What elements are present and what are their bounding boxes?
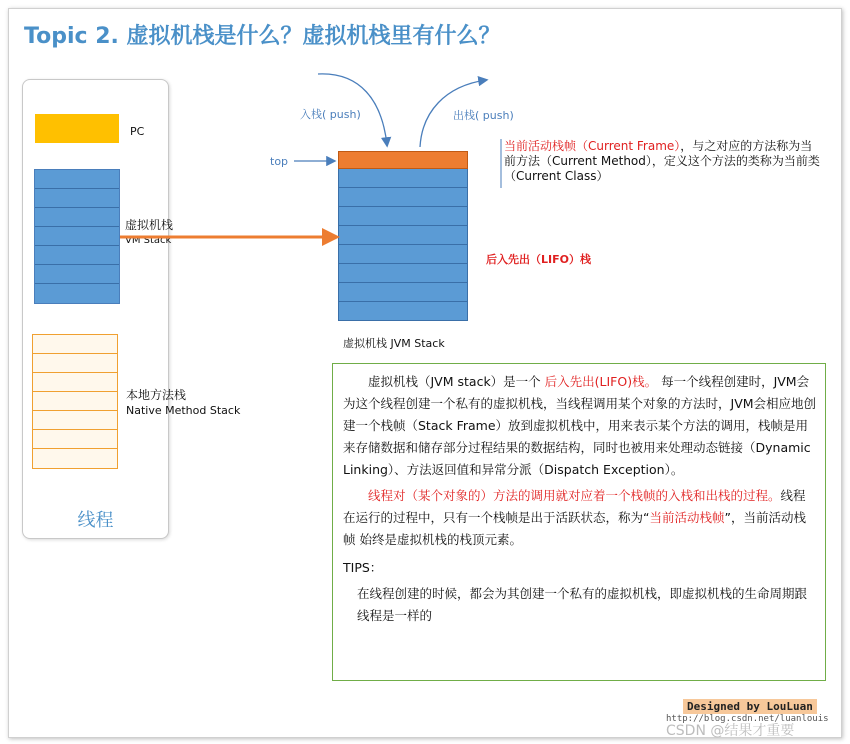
description-paragraph-1: [343, 371, 817, 481]
tips-label: TIPS：: [343, 560, 383, 575]
push-label: 入栈( push): [300, 108, 361, 121]
description-paragraph-2: [343, 485, 817, 551]
desc-p2-c: ”，当前活动栈帧 始终是虚拟机栈的栈顶元素。: [343, 510, 806, 547]
jvm-stack-label: 虚拟机栈 JVM Stack: [343, 337, 445, 350]
thread-label: 线程: [77, 510, 114, 531]
desc-p2-red: 线程对（某个对象的）方法的调用就对应着一个栈帧的入栈和出栈的过程。: [368, 488, 781, 503]
vm-stack-label-cn: 虚拟机栈: [125, 218, 174, 232]
lifo-label: 后入先出（LIFO）栈: [486, 253, 591, 266]
pc-label: PC: [130, 125, 145, 138]
current-frame-rest: ，与之对应的方法称为当前方法（Current Method），定义这个方法的类称为当前类（Current Class）: [504, 139, 820, 183]
page-title: Topic 2. 虚拟机栈是什么？虚拟机栈里有什么？: [24, 24, 501, 49]
footer-url: http://blog.csdn.net/luanlouis: [666, 714, 829, 724]
current-frame-note: [504, 139, 824, 184]
description-box: [332, 363, 826, 681]
current-frame-highlight: 当前活动栈帧（Current Frame）: [504, 139, 681, 153]
native-stack-label-cn: 本地方法栈: [126, 388, 187, 402]
desc-p2-b: 线程在运行的过程中，只有一个栈帧是出于活跃状态，称为“: [343, 488, 806, 525]
native-stack-label-en: Native Method Stack: [126, 404, 241, 417]
pop-label: 出栈( push): [453, 109, 514, 122]
desc-p1-red: 后入先出(LIFO)栈。: [544, 374, 658, 389]
csdn-watermark: CSDN @结果才重要: [666, 723, 795, 739]
designed-by-badge: Designed by LouLuan: [683, 699, 817, 714]
tips-body: 在线程创建的时候，都会为其创建一个私有的虚拟机栈，即虚拟机栈的生命周期跟线程是一样的: [357, 586, 808, 623]
top-label: top: [270, 155, 289, 168]
desc-p2-red2: 当前活动栈帧: [649, 510, 725, 525]
desc-p1-a: 虚拟机栈（JVM stack）是一个: [368, 374, 545, 389]
vm-stack-label-en: VM Stack: [125, 235, 172, 246]
desc-p1-b: 每一个线程创建时，JVM会为这个线程创建一个私有的虚拟机栈，当线程调用某个对象的方法时，JVM会相应地创建一个栈帧（Stack Frame）放到虚拟机栈中，用来表示某个方法的调用，栈帧是用来存储数据和储存部分过程结果的数据结构，同时也被用来处理动态链接（Dynamic Linking）、方法返回值和异常分派（Dispatch Exception）。: [343, 374, 817, 477]
